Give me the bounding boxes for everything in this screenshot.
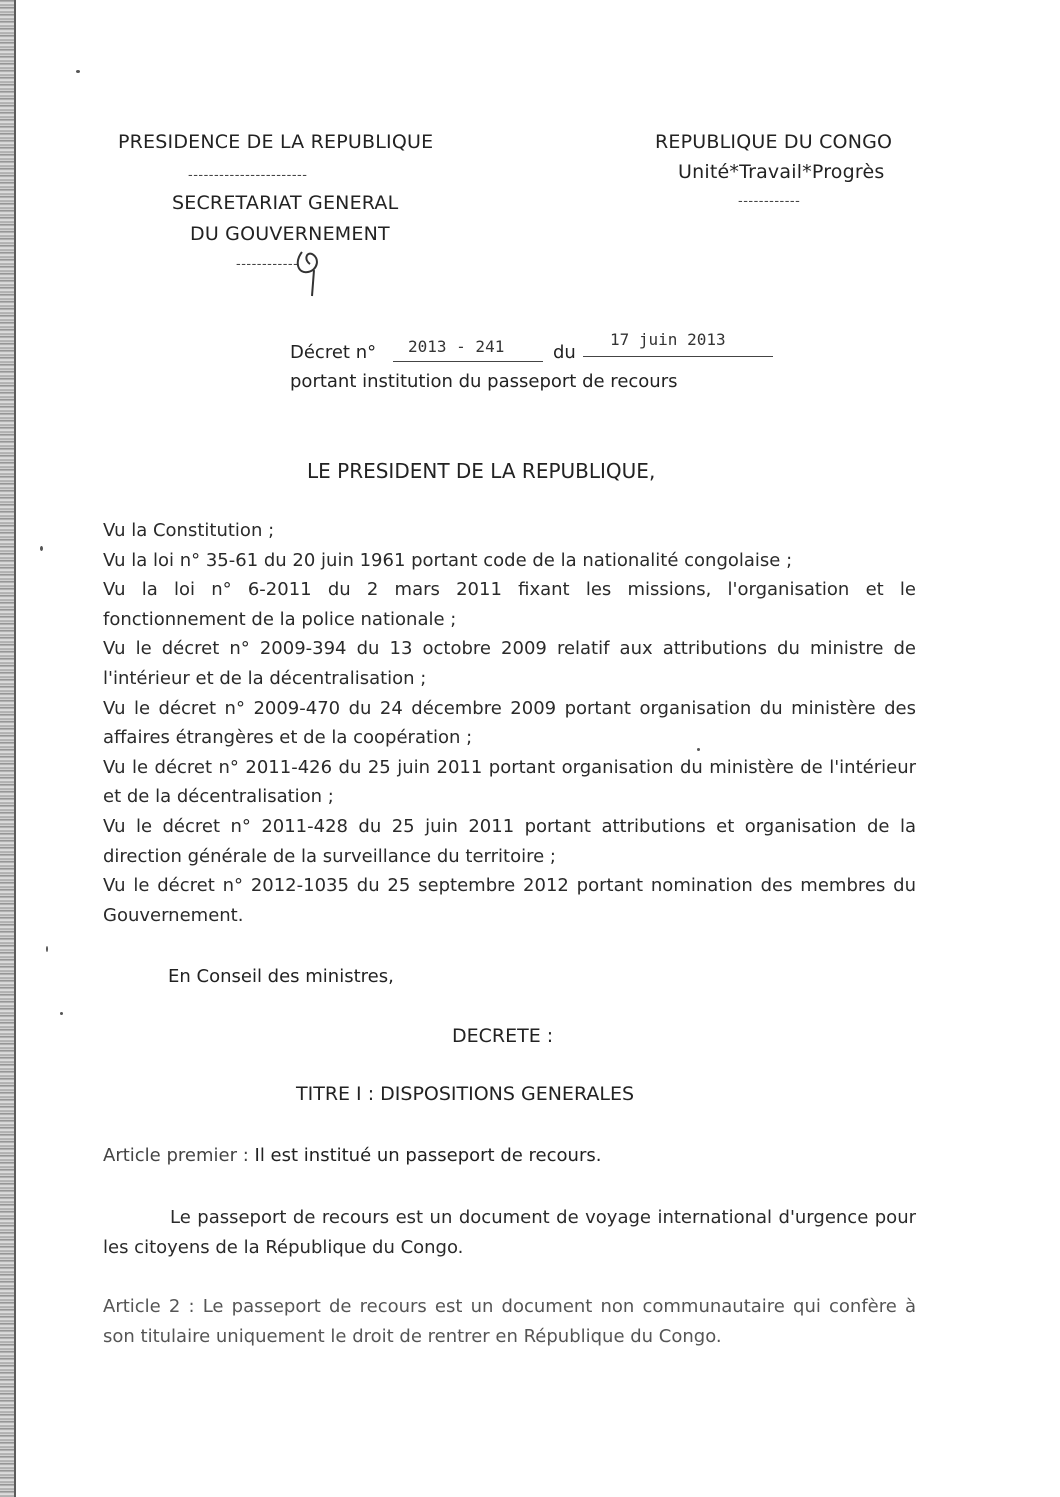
article-1-label: Article premier : [103, 1145, 249, 1166]
visa-item: Vu le décret n° 2012-1035 du 25 septembre 2012 portant nomination des membres du Gouvernement. [103, 875, 916, 926]
article-1-paragraph [103, 1203, 916, 1262]
decree-subject: portant institution du passeport de recours [290, 371, 678, 392]
article-1 [103, 1145, 601, 1166]
article-1-text: Il est institué un passeport de recours. [254, 1145, 602, 1166]
article-1-paragraph-text: Le passeport de recours est un document de voyage international d'urgence pour les citoyens de la République du Congo. [103, 1207, 916, 1258]
decree-number: 2013 - 241 [408, 337, 505, 356]
article-2 [103, 1292, 916, 1351]
header-gouvernement: DU GOUVERNEMENT [190, 223, 390, 245]
header-presidence: PRESIDENCE DE LA REPUBLIQUE [118, 131, 434, 153]
article-2-paragraph [103, 1292, 916, 1351]
decree-number-underline [393, 361, 543, 362]
decrete-heading: DECRETE : [452, 1025, 554, 1047]
decree-prefix: Décret n° [290, 342, 377, 363]
header-republique: REPUBLIQUE DU CONGO [655, 131, 893, 153]
visa-item: Vu le décret n° 2011-428 du 25 juin 2011 portant attributions et organisation de la direction générale de la surveillance du territoire ; [103, 815, 916, 867]
article-2-text: Le passeport de recours est un document non communautaire qui confère à son titulaire uniquement le droit de rentrer en République du Congo. [103, 1296, 916, 1347]
scan-speck [40, 546, 43, 551]
handwritten-initial-mark [292, 240, 332, 300]
scan-speck [46, 946, 48, 952]
scan-speck [60, 1012, 63, 1015]
scan-left-edge [0, 0, 14, 1497]
article-2-label: Article 2 : [103, 1296, 195, 1317]
header-divider: ----------------------- [188, 168, 308, 183]
header-motto: Unité*Travail*Progrès [678, 161, 885, 183]
titre-heading: TITRE I : DISPOSITIONS GENERALES [296, 1083, 635, 1105]
decree-du-label: du [553, 342, 576, 363]
decree-date-underline [583, 356, 773, 357]
header-secretariat: SECRETARIAT GENERAL [172, 192, 399, 214]
visas-list [103, 516, 916, 930]
header-divider: ------------ [738, 194, 801, 209]
visa-item: Vu la Constitution ; [103, 520, 275, 541]
visa-item: Vu la loi n° 6-2011 du 2 mars 2011 fixant les missions, l'organisation et le fonctionnement de la police nationale ; [103, 579, 916, 630]
scan-speck [76, 70, 80, 73]
council-line: En Conseil des ministres, [168, 966, 394, 987]
scan-edge-line [14, 0, 16, 1497]
visa-item: Vu le décret n° 2009-470 du 24 décembre 2009 portant organisation du ministère des affaires étrangères et de la coopération ; [103, 697, 916, 749]
visa-item: Vu le décret n° 2011-426 du 25 juin 2011 portant organisation du ministère de l'intérieur et de la décentralisation ; [103, 756, 916, 808]
decree-date: 17 juin 2013 [610, 330, 726, 349]
header-divider: ------------ [236, 257, 299, 272]
visa-item: Vu la loi n° 35-61 du 20 juin 1961 portant code de la nationalité congolaise ; [103, 549, 793, 571]
president-heading: LE PRESIDENT DE LA REPUBLIQUE, [307, 459, 656, 483]
visa-item: Vu le décret n° 2009-394 du 13 octobre 2009 relatif aux attributions du ministre de l'intérieur et de la décentralisation ; [103, 638, 916, 689]
